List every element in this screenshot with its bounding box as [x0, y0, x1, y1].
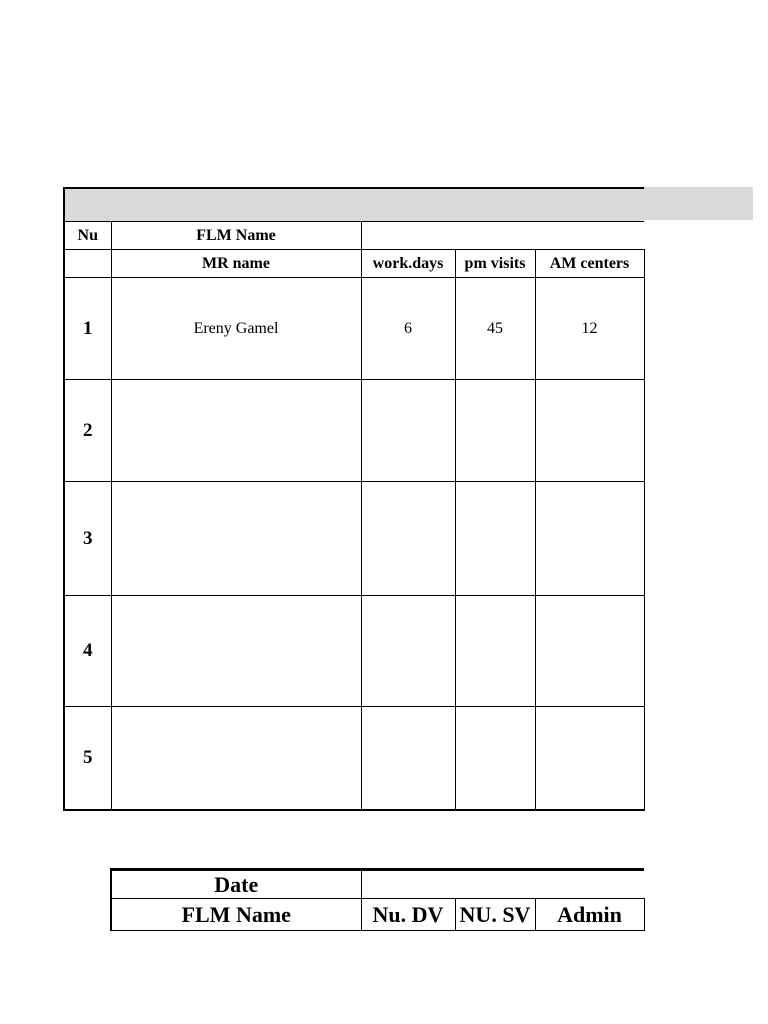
- table-row: [64, 482, 644, 596]
- row-number: 1: [64, 278, 111, 380]
- table-row: [64, 278, 644, 380]
- pm-visits-cell[interactable]: [455, 596, 535, 707]
- pm-visits-header: pm visits: [455, 250, 535, 278]
- work-days-cell[interactable]: [361, 707, 455, 810]
- row-number: 4: [64, 596, 111, 707]
- flm-name-value-cell[interactable]: [361, 222, 644, 250]
- nu-header-blank: [64, 250, 111, 278]
- work-days-header: work.days: [361, 250, 455, 278]
- mr-name-cell[interactable]: [111, 707, 361, 810]
- work-days-cell[interactable]: [361, 380, 455, 482]
- column-header-row: [64, 250, 644, 278]
- table-title-cell: [64, 188, 644, 222]
- footer-table: [110, 868, 645, 931]
- pm-visits-cell[interactable]: [455, 380, 535, 482]
- am-centers-cell[interactable]: [535, 380, 644, 482]
- pm-visits-cell[interactable]: 45: [455, 278, 535, 380]
- work-days-cell[interactable]: [361, 596, 455, 707]
- mr-name-cell[interactable]: [111, 380, 361, 482]
- work-days-cell[interactable]: 6: [361, 278, 455, 380]
- work-days-cell[interactable]: [361, 482, 455, 596]
- am-centers-cell[interactable]: 12: [535, 278, 644, 380]
- nu-header: Nu: [64, 222, 111, 250]
- table-row: [64, 707, 644, 810]
- pm-visits-cell[interactable]: [455, 482, 535, 596]
- table-row: [64, 596, 644, 707]
- footer-date-row: [111, 870, 644, 899]
- row-number: 2: [64, 380, 111, 482]
- table-row: [64, 380, 644, 482]
- pm-visits-cell[interactable]: [455, 707, 535, 810]
- footer-header-row: [111, 899, 644, 931]
- admin-label: Admin: [535, 899, 644, 931]
- am-centers-header: AM centers: [535, 250, 644, 278]
- nu-sv-label: NU. SV: [455, 899, 535, 931]
- mr-name-cell[interactable]: Ereny Gamel: [111, 278, 361, 380]
- flm-name-header: FLM Name: [111, 222, 361, 250]
- row-number: 3: [64, 482, 111, 596]
- table-title-row: [64, 188, 644, 222]
- flm-row: [64, 222, 644, 250]
- date-label: Date: [111, 870, 361, 899]
- mr-name-cell[interactable]: [111, 482, 361, 596]
- footer-flm-name-label: FLM Name: [111, 899, 361, 931]
- report-table: [63, 187, 645, 811]
- nu-dv-label: Nu. DV: [361, 899, 455, 931]
- row-number: 5: [64, 707, 111, 810]
- am-centers-cell[interactable]: [535, 707, 644, 810]
- am-centers-cell[interactable]: [535, 482, 644, 596]
- mr-name-header: MR name: [111, 250, 361, 278]
- date-value-cell[interactable]: [361, 870, 644, 899]
- mr-name-cell[interactable]: [111, 596, 361, 707]
- am-centers-cell[interactable]: [535, 596, 644, 707]
